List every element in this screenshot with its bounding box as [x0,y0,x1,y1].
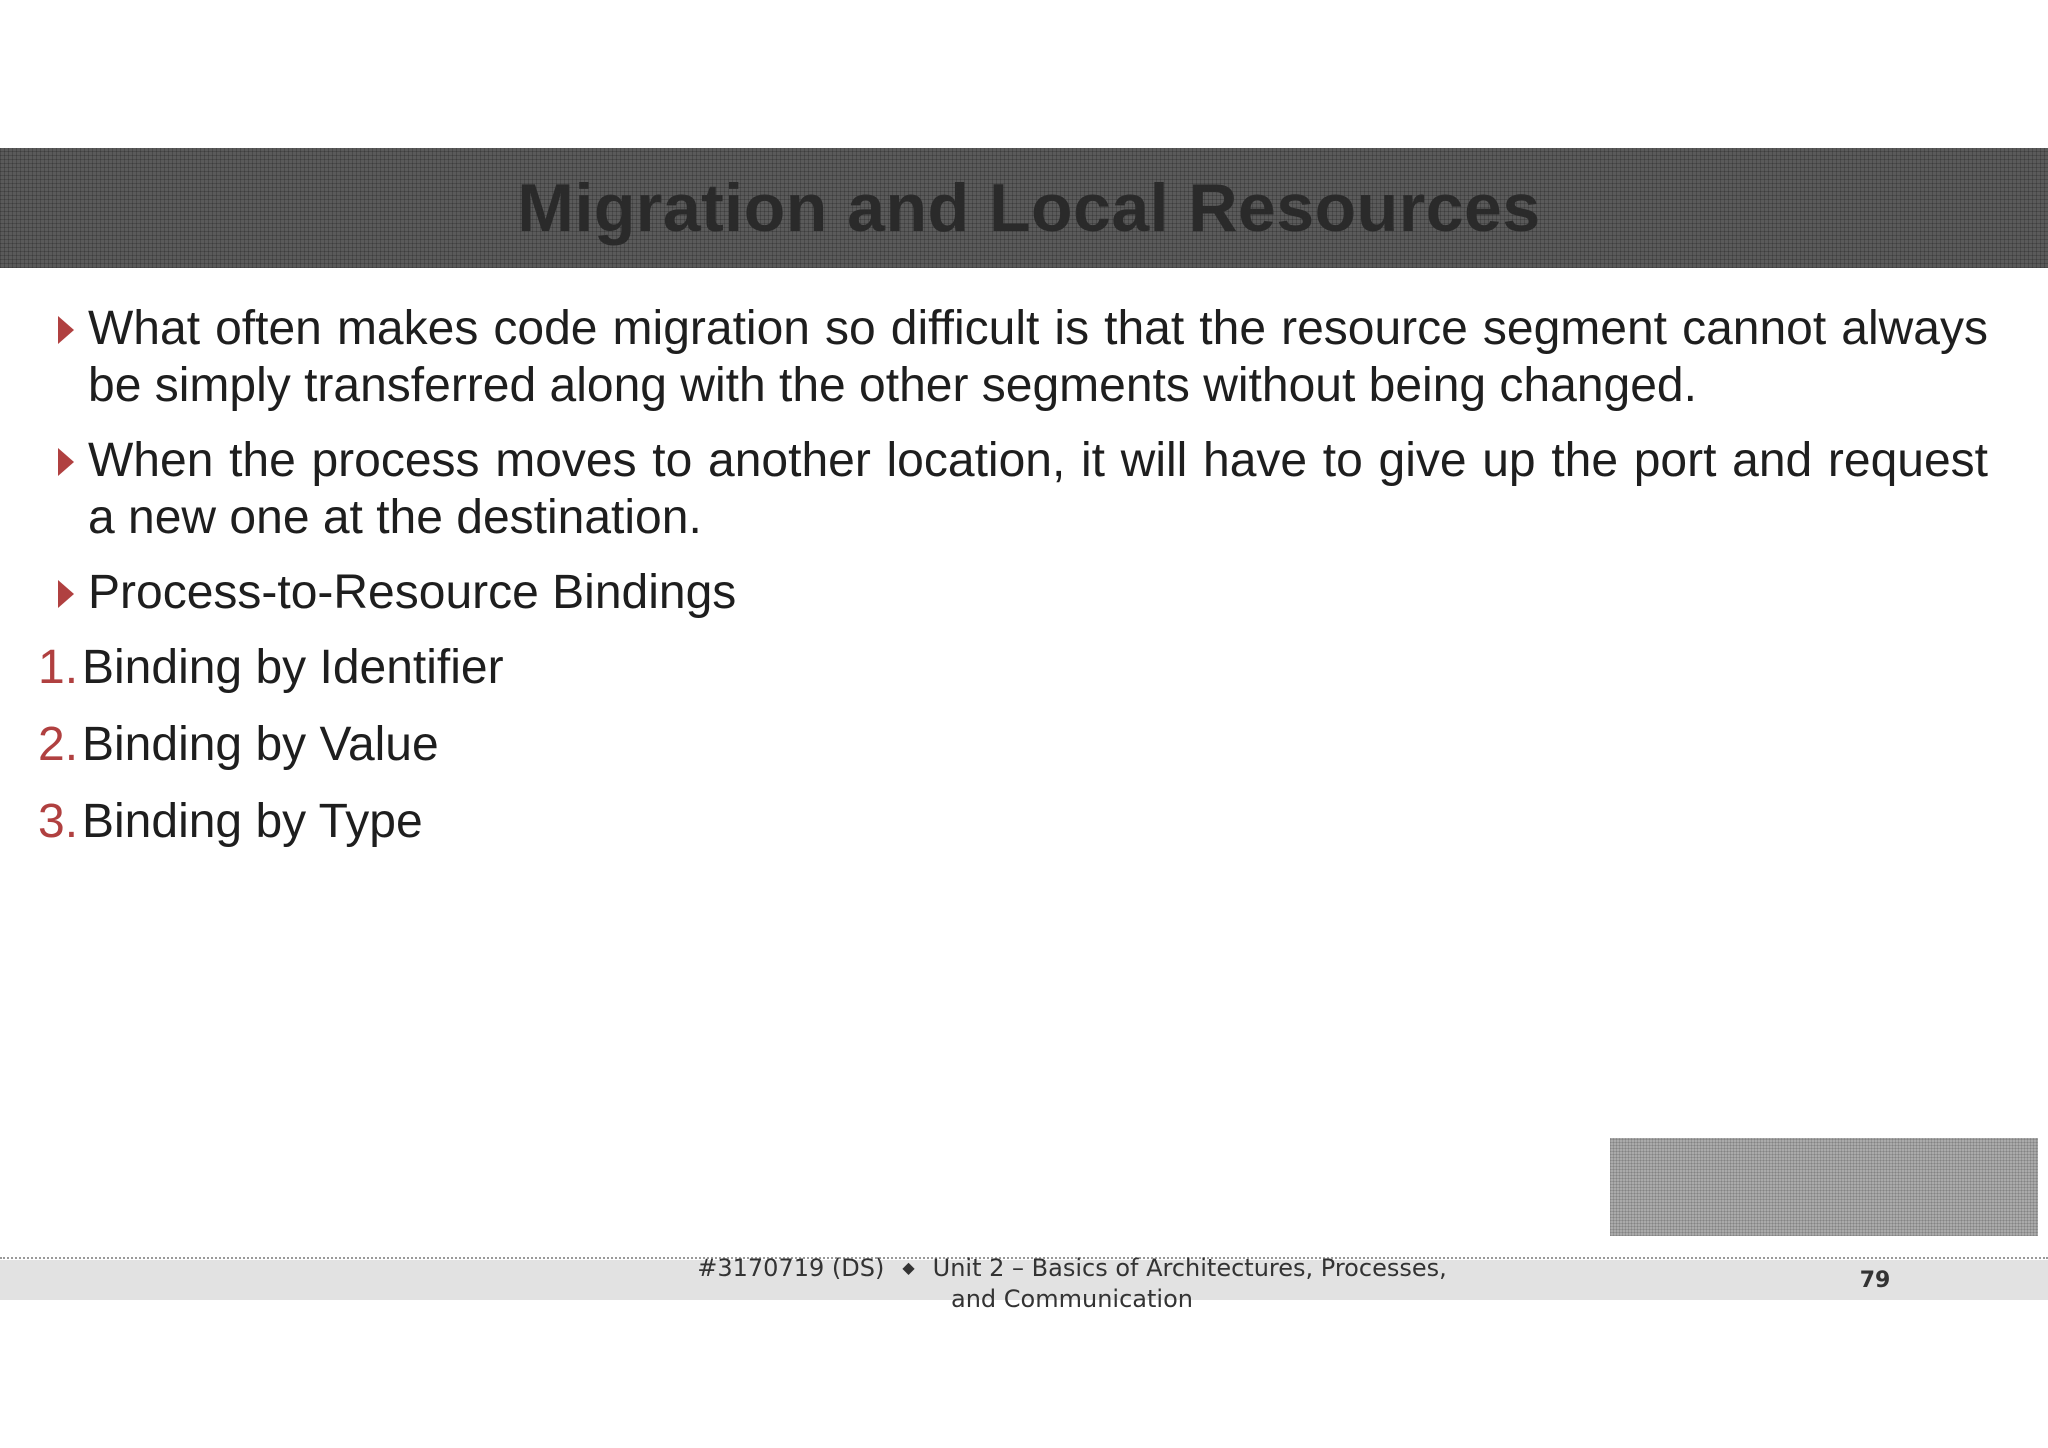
numbered-text: Binding by Identifier [82,641,504,694]
title-bar [0,148,2048,268]
diamond-separator-icon: ◆ [902,1258,915,1277]
bullet-item [38,300,1988,414]
numbered-item [38,793,1988,850]
triangle-bullet-icon [58,316,74,344]
page-number: 79 [1859,1268,1891,1293]
numbered-text: Binding by Type [82,795,423,848]
numbered-text: Binding by Value [82,718,439,771]
corner-decoration [1610,1138,2038,1236]
bullet-text: Process-to-Resource Bindings [88,566,737,619]
item-number: 1. [38,641,79,694]
numbered-item [38,716,1988,773]
numbered-item [38,639,1988,696]
bullet-text: What often makes code migration so difficult is that the resource segment cannot always be simply transferred along with the other segments without being changed. [88,302,1988,412]
triangle-bullet-icon [58,448,74,476]
item-number: 3. [38,795,79,848]
bullet-item [38,432,1988,546]
item-number: 2. [38,718,79,771]
footer-caption [680,1252,1464,1315]
slide-title: Migration and Local Resources [517,170,1541,246]
footer-unit-title: Unit 2 – Basics of Architectures, Processes, and Communication [932,1254,1447,1313]
footer-course-code: #3170719 (DS) [697,1254,885,1282]
slide-content [38,300,1988,870]
bullet-text: When the process moves to another location, it will have to give up the port and request a new one at the destination. [88,434,1988,544]
triangle-bullet-icon [58,580,74,608]
bullet-item [38,564,1988,621]
